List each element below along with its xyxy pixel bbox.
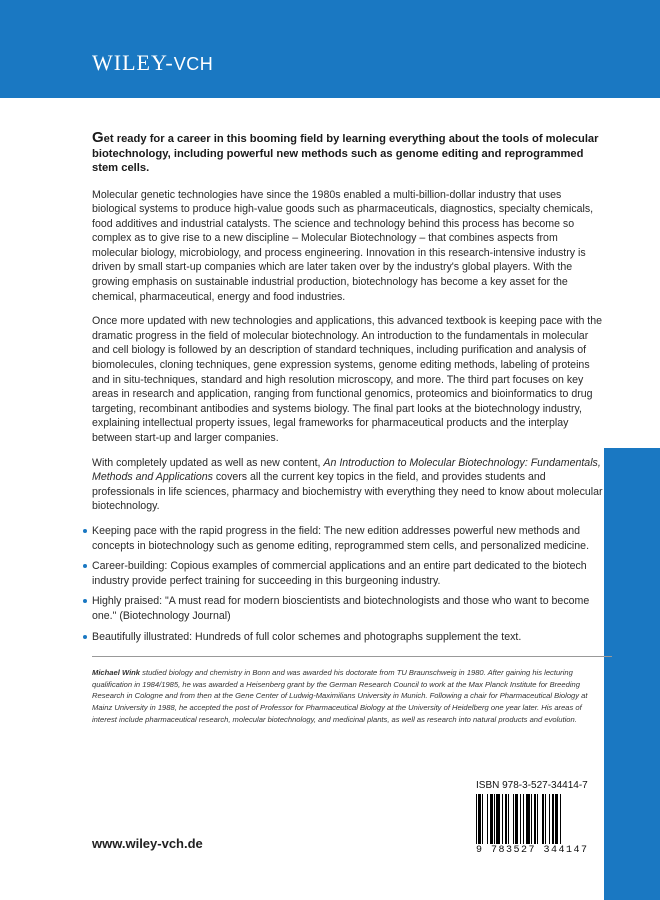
summary-after: covers all the current key topics in the field, and provides students and professionals in life sciences, pharmacy and biochemistry with everything they need to know about molecular biotechnology.: [92, 471, 603, 513]
feature-list: [92, 524, 606, 644]
feature-text: Beautifully illustrated: Hundreds of full color schemes and photographs supplement the text.: [92, 630, 522, 643]
side-accent-bar: [604, 448, 660, 900]
isbn-label: ISBN 978-3-527-34414-7: [476, 780, 588, 791]
paragraph-contents: Once more updated with new technologies and applications, this advanced textbook is keeping pace with the dramatic progress in the field of molecular biotechnology. An introduction to the fundamentals in molecular and cell biology is followed by an description of standard techniques, including purification and analysis of biomolecules, cloning techniques, gene expression systems, genome editing methods, labeling of proteins and in situ-techniques, standard and high resolution microscopy, and more. The third part focuses on key areas in research and application, ranging from functional genomics, proteomics and bioinformatics to drug targeting, recombinant antibodies and systems biology. The final part looks at the biotechnology industry, explaining intellectual property issues, legal frameworks for pharmaceutical products and the interplay between start-up and larger companies.: [92, 315, 603, 444]
barcode-bar: [561, 794, 563, 844]
feature-item: [92, 559, 606, 588]
author-bio: [92, 667, 606, 725]
bullet-dot-icon: [83, 529, 87, 533]
feature-text: Keeping pace with the rapid progress in the field: The new edition addresses powerful new methods and concepts in biotechnology such as genome editing, reprogrammed stem cells, and personalized medicine.: [92, 524, 590, 552]
author-name: Michael Wink: [92, 668, 141, 678]
lead-initial: G: [92, 129, 104, 146]
book-title: An Introduction to Molecular Biotechnology: Fundamentals, Methods and Applications: [92, 456, 601, 484]
lead-text: et ready for a career in this booming field by learning everything about the tools of molecular biotechnology, including powerful new methods such as genome editing and reprogrammed stem cells.: [92, 133, 599, 174]
feature-item: [92, 594, 606, 623]
logo-suffix: VCH: [173, 54, 214, 74]
feature-item: [92, 630, 606, 645]
back-cover-text: [92, 131, 606, 725]
bullet-dot-icon: [83, 635, 87, 639]
feature-item: [92, 524, 606, 553]
feature-text: Highly praised: "A must read for modern bioscientists and biotechnologists and those who want to become one." (Biotechnology Journal): [92, 595, 590, 622]
feature-text: Career-building: Copious examples of commercial applications and an entire part dedicated to the biotech industry provide perfect training for succeeding in this burgeoning industry.: [92, 560, 587, 587]
lead-paragraph: [92, 131, 606, 176]
barcode-bars: [476, 794, 594, 844]
barcode-number: 9 783527 344147: [476, 845, 589, 856]
paragraph-summary: [92, 456, 606, 514]
bio-text: studied biology and chemistry in Bonn and was awarded his doctorate from TU Braunschweig in 1980. After gaining his lecturing qualification in 1984/1985, he was awarded a Heisenberg grant by the German Research Council to work at the Max Planck Institute for Breeding Research in Cologne and from then at the Gene Center of Ludwig-Maximilians University in Munich. Following a chair for Pharmaceutical Biology at Mainz University in 1988, he accepted the post of Professor for Pharmaceutical Biology at the University of Heidelberg one year later. His areas of interest include pharmaceutical research, molecular biotechnology, and medicinal plants, as well as research into natural products and evolution.: [92, 668, 588, 724]
header-band: [0, 0, 660, 98]
bullet-dot-icon: [83, 599, 87, 603]
isbn-barcode: [476, 780, 594, 856]
logo-main: WILEY-: [92, 50, 174, 75]
summary-before: With completely updated as well as new content,: [92, 456, 324, 469]
bullet-dot-icon: [83, 564, 87, 568]
publisher-logo: [92, 50, 213, 76]
publisher-url[interactable]: www.wiley-vch.de: [92, 836, 203, 851]
paragraph-industry: Molecular genetic technologies have since the 1980s enabled a multi-billion-dollar industry that uses biological systems to produce high-value goods such as pharmaceuticals, diagnostics, specialty chemicals, food additives and industrial catalysts. The science and technology behind this process has become so complex as to give rise to a new discipline – Molecular Biotechnology – that combines aspects from molecular biology, microbiology, and process engineering. Innovation in this research-intensive industry is driven by small start-up companies which are later taken over by the industry's global players. With the growing emphasis on sustainable industrial production, biotechnology has become a key asset for the chemical, pharmaceutical, energy and food industries.: [92, 188, 594, 303]
divider: [92, 656, 612, 657]
